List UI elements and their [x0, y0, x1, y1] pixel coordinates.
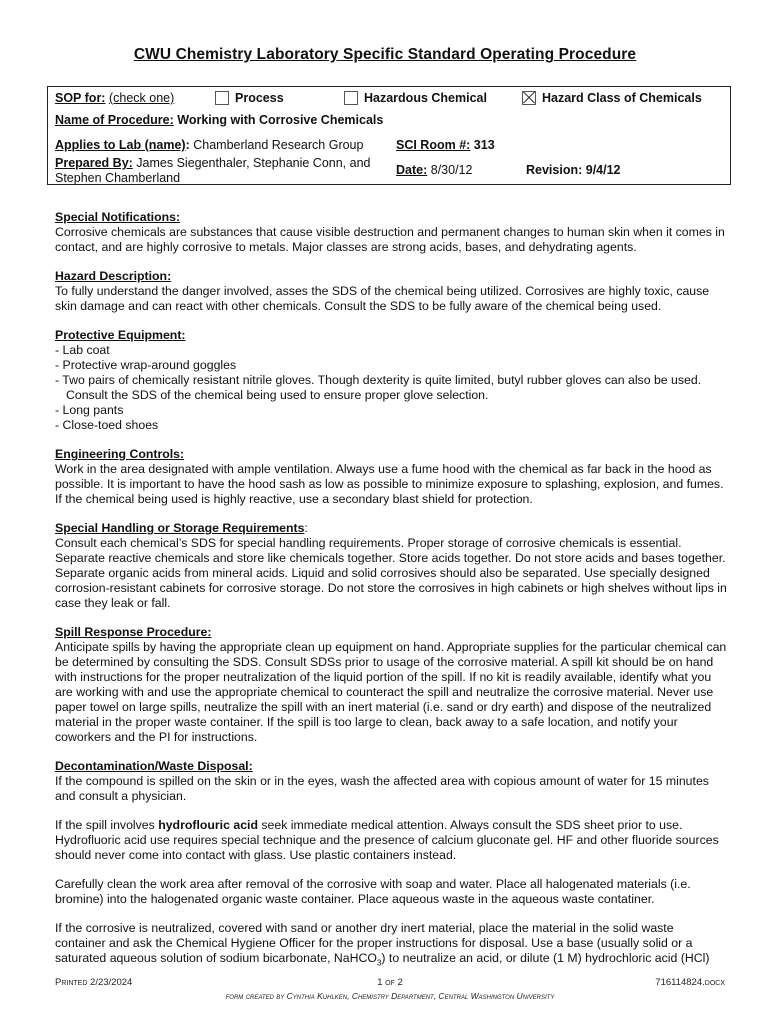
option-hazardous-chemical[interactable] — [344, 91, 487, 105]
prepared-row — [55, 156, 371, 170]
sci-room-value: 313 — [473, 138, 495, 152]
printed-date: Printed 2/23/2024 — [55, 977, 133, 988]
checkbox-hazardous-chemical[interactable] — [344, 91, 358, 105]
option-process-label: Process — [235, 91, 284, 105]
list-item: - Protective wrap-around goggles — [55, 358, 237, 372]
handling-storage-heading: Special Handling or Storage Requirements — [55, 521, 305, 535]
checkbox-hazard-class-checked[interactable] — [522, 91, 536, 105]
sci-room-row — [396, 138, 495, 152]
decontamination-text-3: Carefully clean the work area after removal of the corrosive with soap and water. Place all halogenated materials (i.e. bromine) into the halogenated organic waste container. Place aqueous waste in the aqueous waste contatiner. — [55, 877, 691, 906]
page-footer — [55, 977, 725, 991]
option-hazardous-label: Hazardous Chemical — [364, 91, 487, 105]
special-notifications-text: Corrosive chemicals are substances that cause visible destruction and permanent changes to human skin when it comes in contact, and are highly corrosive to metals. Major classes are strong acids, bases, and dehydrating agents. — [55, 225, 725, 254]
section-hazard-description — [55, 269, 727, 314]
section-spill-response — [55, 625, 727, 745]
prepared-value-1: James Siegenthaler, Stephanie Conn, and — [136, 156, 371, 170]
sop-body — [55, 210, 727, 984]
list-item: - Lab coat — [55, 343, 110, 357]
check-one-label: (check one) — [108, 91, 175, 105]
date-row — [396, 163, 472, 177]
protective-equipment-heading: Protective Equipment: — [55, 328, 186, 342]
protective-equipment-list — [55, 343, 727, 433]
sop-for-label: SOP for: — [55, 91, 106, 105]
page-number: 1 of 2 — [377, 977, 403, 988]
applies-row: Applies to Lab (name): Chamberland Research Group — [55, 138, 364, 152]
prepared-value-2: Stephen Chamberland — [55, 171, 181, 185]
handling-storage-colon: : — [304, 521, 308, 535]
revision-label: Revision: — [526, 163, 583, 177]
prepared-label: Prepared By: — [55, 156, 133, 170]
section-special-notifications — [55, 210, 727, 255]
section-handling-storage — [55, 521, 727, 611]
engineering-controls-heading: Engineering Controls: — [55, 447, 185, 461]
file-name: 716114824.docx — [655, 977, 725, 988]
revision-row — [526, 163, 621, 177]
date-label: Date: — [396, 163, 428, 177]
procedure-row — [55, 113, 383, 127]
hazard-description-text: To fully understand the danger involved, asses the SDS of the chemical being utilized. Corrosives are highly toxic, cause skin damage and can react with other chemicals. Consult the SDS to be fully aware of the chemical being used. — [55, 284, 710, 313]
procedure-value: Working with Corrosive Chemicals — [177, 113, 384, 127]
engineering-controls-text: Work in the area designated with ample ventilation. Always use a fume hood with the chemical as far back in the hood as possible. It is important to have the hood sash as low as possible to minimize exposure to splashing, explosion, and fumes. If the chemical being used is highly reactive, use a secondary blast shield for protection. — [55, 462, 724, 506]
spill-response-text: Anticipate spills by having the appropriate clean up equipment on hand. Appropriate supplies for the particular chemical can be determined by consulting the SDS. Consult SDSs prior to usage of the corrosive material. A spill kit should be on hand with instructions for the proper neutralization of the liquid portion of the spill. If no kit is readily available, identify what you are working with and use the appropriate chemical to counteract the spill and neutralize the corrosive material. Never use paper towel on large spills, neutralize the spill with an inert material (i.e. sand or dry earth) and dispose of the neutralized material in the proper waste container. If the spill is too large to clean, back away to a safe location, and notify your coworkers and the PI for instructions. — [55, 640, 727, 744]
section-protective-equipment — [55, 328, 727, 433]
decontamination-text-2: If the spill involves hydroflouric acid seek immediate medical attention. Always consult the SDS sheet prior to use. Hydrofluoric acid use requires special technique and the presence of calcium gluconate gel. HF and other fluoride sources should never come into contact with glass. Use plastic containers instead. — [55, 818, 719, 862]
list-item: - Long pants — [55, 403, 124, 417]
form-credit: form created by Cynthia Kuhlken, Chemistry Department, Central Washington University — [225, 991, 555, 1001]
option-process[interactable] — [215, 91, 284, 105]
decontamination-text-4: If the corrosive is neutralized, covered with sand or another dry inert material, place the material in the solid waste container and ask the Chemical Hygiene Officer for the proper instructions for disposal. Use a base (usually solid or a saturated aqueous solution of sodium bicarbonate, NaHCO$_3$) to neutralize an acid, or dilute (1 M) hydrochloric acid (HCl) — [55, 921, 710, 968]
date-value: 8/30/12 — [430, 163, 473, 177]
checkbox-process[interactable] — [215, 91, 229, 105]
sci-room-label: SCI Room #: — [396, 138, 471, 152]
list-item: - Two pairs of chemically resistant nitrile gloves. Though dexterity is quite limited, butyl rubber gloves can also be used. Consult the SDS of the chemical being used to ensure proper glove selection. — [55, 373, 702, 402]
spill-response-heading: Spill Response Procedure: — [55, 625, 212, 639]
procedure-label: Name of Procedure: — [55, 113, 174, 127]
applies-value: Chamberland Research Group — [193, 138, 364, 152]
page-title: CWU Chemistry Laboratory Specific Standard Operating Procedure — [133, 46, 637, 63]
sop-header-box — [47, 86, 731, 185]
applies-label: Applies to Lab (name) — [55, 138, 186, 152]
hazard-description-heading: Hazard Description: — [55, 269, 172, 283]
option-hazard-class[interactable] — [522, 91, 702, 105]
list-item: - Close-toed shoes — [55, 418, 159, 432]
sop-for-row — [55, 91, 174, 105]
revision-value: 9/4/12 — [585, 163, 621, 177]
section-decontamination — [55, 759, 727, 970]
option-hazard-class-label: Hazard Class of Chemicals — [542, 91, 702, 105]
handling-storage-text: Consult each chemical’s SDS for special handling requirements. Proper storage of corrosive chemicals is essential. Separate reactive chemicals and store like chemicals together. Store acids together. Do not store acids and bases together. Separate organic acids from mineral acids. Liquid and solid corrosives should also be separated. Use specially designed corrosion-resistant cabinets for corrosive storage. Do not store the corrosives in high cabinets or high shelves without lips in case they leak or fall. — [55, 536, 727, 610]
special-notifications-heading: Special Notifications: — [55, 210, 181, 224]
section-engineering-controls — [55, 447, 727, 507]
hydrofluoric-acid-emphasis: hydroflouric acid — [158, 818, 258, 832]
decontamination-text-1: If the compound is spilled on the skin or in the eyes, wash the affected area with copious amount of water for 15 minutes and consult a physician. — [55, 774, 709, 803]
decontamination-heading: Decontamination/Waste Disposal: — [55, 759, 253, 773]
